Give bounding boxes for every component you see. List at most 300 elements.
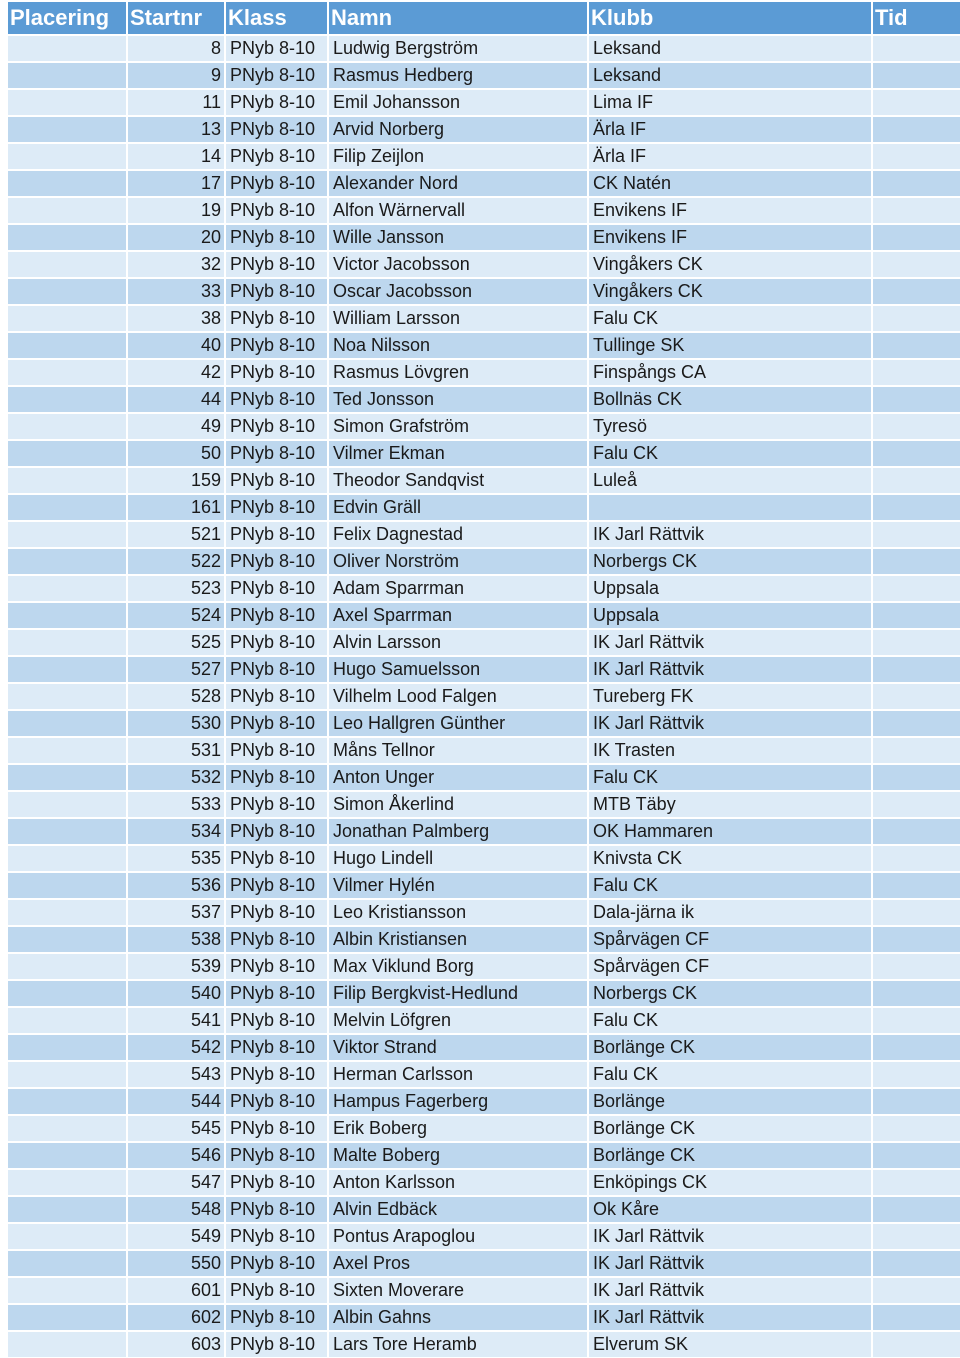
klubb-cell[interactable]: Borlänge CK: [589, 1033, 873, 1060]
placering-cell[interactable]: [8, 466, 128, 493]
placering-cell[interactable]: [8, 1222, 128, 1249]
placering-cell[interactable]: [8, 1303, 128, 1330]
namn-cell[interactable]: Axel Pros: [329, 1249, 589, 1276]
startnr-cell[interactable]: 19: [128, 196, 226, 223]
klass-cell[interactable]: PNyb 8-10: [226, 1060, 329, 1087]
tid-cell[interactable]: [873, 1276, 960, 1303]
startnr-cell[interactable]: 40: [128, 331, 226, 358]
namn-cell[interactable]: Erik Boberg: [329, 1114, 589, 1141]
startnr-cell[interactable]: 541: [128, 1006, 226, 1033]
column-header-klass[interactable]: Klass: [226, 2, 329, 34]
klass-cell[interactable]: PNyb 8-10: [226, 601, 329, 628]
klass-cell[interactable]: PNyb 8-10: [226, 1276, 329, 1303]
klubb-cell[interactable]: Finspångs CA: [589, 358, 873, 385]
klubb-cell[interactable]: OK Hammaren: [589, 817, 873, 844]
namn-cell[interactable]: Axel Sparrman: [329, 601, 589, 628]
placering-cell[interactable]: [8, 34, 128, 61]
klubb-cell[interactable]: Ärla IF: [589, 115, 873, 142]
placering-cell[interactable]: [8, 628, 128, 655]
tid-cell[interactable]: [873, 601, 960, 628]
klubb-cell[interactable]: CK Natén: [589, 169, 873, 196]
klubb-cell[interactable]: IK Jarl Rättvik: [589, 1276, 873, 1303]
tid-cell[interactable]: [873, 952, 960, 979]
startnr-cell[interactable]: 533: [128, 790, 226, 817]
klubb-cell[interactable]: Vingåkers CK: [589, 277, 873, 304]
klubb-cell[interactable]: Falu CK: [589, 304, 873, 331]
tid-cell[interactable]: [873, 466, 960, 493]
startnr-cell[interactable]: 539: [128, 952, 226, 979]
klass-cell[interactable]: PNyb 8-10: [226, 466, 329, 493]
klubb-cell[interactable]: IK Jarl Rättvik: [589, 1222, 873, 1249]
startnr-cell[interactable]: 525: [128, 628, 226, 655]
klass-cell[interactable]: PNyb 8-10: [226, 1249, 329, 1276]
tid-cell[interactable]: [873, 304, 960, 331]
namn-cell[interactable]: Wille Jansson: [329, 223, 589, 250]
startnr-cell[interactable]: 544: [128, 1087, 226, 1114]
startnr-cell[interactable]: 159: [128, 466, 226, 493]
tid-cell[interactable]: [873, 250, 960, 277]
placering-cell[interactable]: [8, 1195, 128, 1222]
tid-cell[interactable]: [873, 1087, 960, 1114]
tid-cell[interactable]: [873, 871, 960, 898]
klubb-cell[interactable]: Spårvägen CF: [589, 952, 873, 979]
tid-cell[interactable]: [873, 682, 960, 709]
tid-cell[interactable]: [873, 898, 960, 925]
tid-cell[interactable]: [873, 1168, 960, 1195]
klass-cell[interactable]: PNyb 8-10: [226, 817, 329, 844]
klubb-cell[interactable]: Tullinge SK: [589, 331, 873, 358]
namn-cell[interactable]: Leo Hallgren Günther: [329, 709, 589, 736]
startnr-cell[interactable]: 11: [128, 88, 226, 115]
tid-cell[interactable]: [873, 790, 960, 817]
startnr-cell[interactable]: 521: [128, 520, 226, 547]
placering-cell[interactable]: [8, 196, 128, 223]
klubb-cell[interactable]: IK Jarl Rättvik: [589, 628, 873, 655]
klass-cell[interactable]: PNyb 8-10: [226, 547, 329, 574]
startnr-cell[interactable]: 530: [128, 709, 226, 736]
namn-cell[interactable]: Sixten Moverare: [329, 1276, 589, 1303]
placering-cell[interactable]: [8, 250, 128, 277]
tid-cell[interactable]: [873, 1141, 960, 1168]
klass-cell[interactable]: PNyb 8-10: [226, 61, 329, 88]
klubb-cell[interactable]: IK Trasten: [589, 736, 873, 763]
tid-cell[interactable]: [873, 358, 960, 385]
klubb-cell[interactable]: IK Jarl Rättvik: [589, 520, 873, 547]
namn-cell[interactable]: Melvin Löfgren: [329, 1006, 589, 1033]
placering-cell[interactable]: [8, 655, 128, 682]
startnr-cell[interactable]: 8: [128, 34, 226, 61]
startnr-cell[interactable]: 9: [128, 61, 226, 88]
namn-cell[interactable]: Leo Kristiansson: [329, 898, 589, 925]
startnr-cell[interactable]: 549: [128, 1222, 226, 1249]
klubb-cell[interactable]: Ok Kåre: [589, 1195, 873, 1222]
placering-cell[interactable]: [8, 790, 128, 817]
placering-cell[interactable]: [8, 763, 128, 790]
klass-cell[interactable]: PNyb 8-10: [226, 493, 329, 520]
startnr-cell[interactable]: 50: [128, 439, 226, 466]
klass-cell[interactable]: PNyb 8-10: [226, 223, 329, 250]
klass-cell[interactable]: PNyb 8-10: [226, 304, 329, 331]
tid-cell[interactable]: [873, 196, 960, 223]
placering-cell[interactable]: [8, 331, 128, 358]
klubb-cell[interactable]: Leksand: [589, 61, 873, 88]
klubb-cell[interactable]: Norbergs CK: [589, 547, 873, 574]
klass-cell[interactable]: PNyb 8-10: [226, 1303, 329, 1330]
namn-cell[interactable]: Alvin Larsson: [329, 628, 589, 655]
placering-cell[interactable]: [8, 61, 128, 88]
klubb-cell[interactable]: Borlänge: [589, 1087, 873, 1114]
tid-cell[interactable]: [873, 61, 960, 88]
klubb-cell[interactable]: [589, 493, 873, 520]
placering-cell[interactable]: [8, 1033, 128, 1060]
startnr-cell[interactable]: 601: [128, 1276, 226, 1303]
namn-cell[interactable]: Malte Boberg: [329, 1141, 589, 1168]
namn-cell[interactable]: Albin Gahns: [329, 1303, 589, 1330]
klass-cell[interactable]: PNyb 8-10: [226, 709, 329, 736]
namn-cell[interactable]: Filip Bergkvist-Hedlund: [329, 979, 589, 1006]
startnr-cell[interactable]: 17: [128, 169, 226, 196]
tid-cell[interactable]: [873, 277, 960, 304]
namn-cell[interactable]: Oscar Jacobsson: [329, 277, 589, 304]
klubb-cell[interactable]: IK Jarl Rättvik: [589, 1249, 873, 1276]
tid-cell[interactable]: [873, 1195, 960, 1222]
klass-cell[interactable]: PNyb 8-10: [226, 1168, 329, 1195]
placering-cell[interactable]: [8, 898, 128, 925]
tid-cell[interactable]: [873, 547, 960, 574]
column-header-tid[interactable]: Tid: [873, 2, 960, 34]
namn-cell[interactable]: Ludwig Bergström: [329, 34, 589, 61]
namn-cell[interactable]: Viktor Strand: [329, 1033, 589, 1060]
klass-cell[interactable]: PNyb 8-10: [226, 736, 329, 763]
namn-cell[interactable]: Lars Tore Heramb: [329, 1330, 589, 1357]
namn-cell[interactable]: Herman Carlsson: [329, 1060, 589, 1087]
klubb-cell[interactable]: Norbergs CK: [589, 979, 873, 1006]
klubb-cell[interactable]: Ärla IF: [589, 142, 873, 169]
klass-cell[interactable]: PNyb 8-10: [226, 871, 329, 898]
klass-cell[interactable]: PNyb 8-10: [226, 1141, 329, 1168]
tid-cell[interactable]: [873, 169, 960, 196]
klubb-cell[interactable]: Luleå: [589, 466, 873, 493]
namn-cell[interactable]: Hugo Lindell: [329, 844, 589, 871]
namn-cell[interactable]: Anton Karlsson: [329, 1168, 589, 1195]
tid-cell[interactable]: [873, 1303, 960, 1330]
tid-cell[interactable]: [873, 520, 960, 547]
klubb-cell[interactable]: Falu CK: [589, 1006, 873, 1033]
klass-cell[interactable]: PNyb 8-10: [226, 655, 329, 682]
klubb-cell[interactable]: Enköpings CK: [589, 1168, 873, 1195]
klass-cell[interactable]: PNyb 8-10: [226, 1330, 329, 1357]
startnr-cell[interactable]: 534: [128, 817, 226, 844]
startnr-cell[interactable]: 49: [128, 412, 226, 439]
startnr-cell[interactable]: 550: [128, 1249, 226, 1276]
namn-cell[interactable]: Filip Zeijlon: [329, 142, 589, 169]
startnr-cell[interactable]: 524: [128, 601, 226, 628]
namn-cell[interactable]: Vilmer Ekman: [329, 439, 589, 466]
tid-cell[interactable]: [873, 1330, 960, 1357]
placering-cell[interactable]: [8, 115, 128, 142]
tid-cell[interactable]: [873, 142, 960, 169]
namn-cell[interactable]: Vilhelm Lood Falgen: [329, 682, 589, 709]
klass-cell[interactable]: PNyb 8-10: [226, 1087, 329, 1114]
column-header-placering[interactable]: Placering: [8, 2, 128, 34]
startnr-cell[interactable]: 538: [128, 925, 226, 952]
klass-cell[interactable]: PNyb 8-10: [226, 682, 329, 709]
placering-cell[interactable]: [8, 871, 128, 898]
namn-cell[interactable]: Simon Åkerlind: [329, 790, 589, 817]
klass-cell[interactable]: PNyb 8-10: [226, 439, 329, 466]
klubb-cell[interactable]: Falu CK: [589, 871, 873, 898]
placering-cell[interactable]: [8, 358, 128, 385]
startnr-cell[interactable]: 13: [128, 115, 226, 142]
namn-cell[interactable]: Jonathan Palmberg: [329, 817, 589, 844]
placering-cell[interactable]: [8, 736, 128, 763]
klubb-cell[interactable]: MTB Täby: [589, 790, 873, 817]
klass-cell[interactable]: PNyb 8-10: [226, 1222, 329, 1249]
placering-cell[interactable]: [8, 547, 128, 574]
startnr-cell[interactable]: 522: [128, 547, 226, 574]
klubb-cell[interactable]: Falu CK: [589, 1060, 873, 1087]
namn-cell[interactable]: Edvin Gräll: [329, 493, 589, 520]
startnr-cell[interactable]: 14: [128, 142, 226, 169]
klass-cell[interactable]: PNyb 8-10: [226, 952, 329, 979]
klass-cell[interactable]: PNyb 8-10: [226, 115, 329, 142]
klass-cell[interactable]: PNyb 8-10: [226, 169, 329, 196]
namn-cell[interactable]: Adam Sparrman: [329, 574, 589, 601]
tid-cell[interactable]: [873, 385, 960, 412]
klubb-cell[interactable]: Knivsta CK: [589, 844, 873, 871]
namn-cell[interactable]: Hampus Fagerberg: [329, 1087, 589, 1114]
startnr-cell[interactable]: 523: [128, 574, 226, 601]
tid-cell[interactable]: [873, 763, 960, 790]
klass-cell[interactable]: PNyb 8-10: [226, 628, 329, 655]
klass-cell[interactable]: PNyb 8-10: [226, 925, 329, 952]
namn-cell[interactable]: Victor Jacobsson: [329, 250, 589, 277]
placering-cell[interactable]: [8, 493, 128, 520]
startnr-cell[interactable]: 545: [128, 1114, 226, 1141]
placering-cell[interactable]: [8, 1249, 128, 1276]
placering-cell[interactable]: [8, 304, 128, 331]
startnr-cell[interactable]: 540: [128, 979, 226, 1006]
klass-cell[interactable]: PNyb 8-10: [226, 574, 329, 601]
tid-cell[interactable]: [873, 88, 960, 115]
placering-cell[interactable]: [8, 88, 128, 115]
namn-cell[interactable]: Anton Unger: [329, 763, 589, 790]
column-header-klubb[interactable]: Klubb: [589, 2, 873, 34]
tid-cell[interactable]: [873, 1006, 960, 1033]
klubb-cell[interactable]: Dala-järna ik: [589, 898, 873, 925]
klass-cell[interactable]: PNyb 8-10: [226, 844, 329, 871]
placering-cell[interactable]: [8, 439, 128, 466]
startnr-cell[interactable]: 531: [128, 736, 226, 763]
placering-cell[interactable]: [8, 277, 128, 304]
placering-cell[interactable]: [8, 1087, 128, 1114]
placering-cell[interactable]: [8, 682, 128, 709]
tid-cell[interactable]: [873, 817, 960, 844]
namn-cell[interactable]: Albin Kristiansen: [329, 925, 589, 952]
tid-cell[interactable]: [873, 34, 960, 61]
klass-cell[interactable]: PNyb 8-10: [226, 385, 329, 412]
tid-cell[interactable]: [873, 925, 960, 952]
tid-cell[interactable]: [873, 115, 960, 142]
placering-cell[interactable]: [8, 979, 128, 1006]
tid-cell[interactable]: [873, 223, 960, 250]
klubb-cell[interactable]: Borlänge CK: [589, 1114, 873, 1141]
klass-cell[interactable]: PNyb 8-10: [226, 331, 329, 358]
klass-cell[interactable]: PNyb 8-10: [226, 34, 329, 61]
klass-cell[interactable]: PNyb 8-10: [226, 1114, 329, 1141]
startnr-cell[interactable]: 528: [128, 682, 226, 709]
klubb-cell[interactable]: Elverum SK: [589, 1330, 873, 1357]
startnr-cell[interactable]: 33: [128, 277, 226, 304]
startnr-cell[interactable]: 532: [128, 763, 226, 790]
startnr-cell[interactable]: 535: [128, 844, 226, 871]
klass-cell[interactable]: PNyb 8-10: [226, 898, 329, 925]
placering-cell[interactable]: [8, 1006, 128, 1033]
namn-cell[interactable]: Oliver Norström: [329, 547, 589, 574]
namn-cell[interactable]: Rasmus Hedberg: [329, 61, 589, 88]
namn-cell[interactable]: Ted Jonsson: [329, 385, 589, 412]
klubb-cell[interactable]: IK Jarl Rättvik: [589, 1303, 873, 1330]
klass-cell[interactable]: PNyb 8-10: [226, 142, 329, 169]
klubb-cell[interactable]: Borlänge CK: [589, 1141, 873, 1168]
tid-cell[interactable]: [873, 709, 960, 736]
placering-cell[interactable]: [8, 1114, 128, 1141]
namn-cell[interactable]: Felix Dagnestad: [329, 520, 589, 547]
namn-cell[interactable]: Max Viklund Borg: [329, 952, 589, 979]
klubb-cell[interactable]: Vingåkers CK: [589, 250, 873, 277]
klass-cell[interactable]: PNyb 8-10: [226, 1006, 329, 1033]
tid-cell[interactable]: [873, 1114, 960, 1141]
klubb-cell[interactable]: IK Jarl Rättvik: [589, 655, 873, 682]
placering-cell[interactable]: [8, 574, 128, 601]
klass-cell[interactable]: PNyb 8-10: [226, 1033, 329, 1060]
klass-cell[interactable]: PNyb 8-10: [226, 196, 329, 223]
tid-cell[interactable]: [873, 1222, 960, 1249]
placering-cell[interactable]: [8, 223, 128, 250]
placering-cell[interactable]: [8, 142, 128, 169]
namn-cell[interactable]: Hugo Samuelsson: [329, 655, 589, 682]
tid-cell[interactable]: [873, 493, 960, 520]
tid-cell[interactable]: [873, 655, 960, 682]
placering-cell[interactable]: [8, 952, 128, 979]
placering-cell[interactable]: [8, 1060, 128, 1087]
placering-cell[interactable]: [8, 412, 128, 439]
placering-cell[interactable]: [8, 709, 128, 736]
klass-cell[interactable]: PNyb 8-10: [226, 1195, 329, 1222]
klubb-cell[interactable]: IK Jarl Rättvik: [589, 709, 873, 736]
tid-cell[interactable]: [873, 979, 960, 1006]
namn-cell[interactable]: Rasmus Lövgren: [329, 358, 589, 385]
placering-cell[interactable]: [8, 1330, 128, 1357]
namn-cell[interactable]: Alfon Wärnervall: [329, 196, 589, 223]
klubb-cell[interactable]: Falu CK: [589, 439, 873, 466]
tid-cell[interactable]: [873, 412, 960, 439]
startnr-cell[interactable]: 527: [128, 655, 226, 682]
tid-cell[interactable]: [873, 1033, 960, 1060]
tid-cell[interactable]: [873, 331, 960, 358]
klubb-cell[interactable]: Falu CK: [589, 763, 873, 790]
startnr-cell[interactable]: 537: [128, 898, 226, 925]
namn-cell[interactable]: Emil Johansson: [329, 88, 589, 115]
klubb-cell[interactable]: Spårvägen CF: [589, 925, 873, 952]
klubb-cell[interactable]: Uppsala: [589, 601, 873, 628]
startnr-cell[interactable]: 536: [128, 871, 226, 898]
klass-cell[interactable]: PNyb 8-10: [226, 250, 329, 277]
klubb-cell[interactable]: Leksand: [589, 34, 873, 61]
klass-cell[interactable]: PNyb 8-10: [226, 520, 329, 547]
klubb-cell[interactable]: Envikens IF: [589, 223, 873, 250]
namn-cell[interactable]: Simon Grafström: [329, 412, 589, 439]
column-header-startnr[interactable]: Startnr: [128, 2, 226, 34]
klubb-cell[interactable]: Uppsala: [589, 574, 873, 601]
namn-cell[interactable]: Alexander Nord: [329, 169, 589, 196]
placering-cell[interactable]: [8, 844, 128, 871]
placering-cell[interactable]: [8, 1141, 128, 1168]
placering-cell[interactable]: [8, 925, 128, 952]
klass-cell[interactable]: PNyb 8-10: [226, 979, 329, 1006]
tid-cell[interactable]: [873, 439, 960, 466]
startnr-cell[interactable]: 603: [128, 1330, 226, 1357]
startnr-cell[interactable]: 543: [128, 1060, 226, 1087]
namn-cell[interactable]: Vilmer Hylén: [329, 871, 589, 898]
placering-cell[interactable]: [8, 385, 128, 412]
namn-cell[interactable]: Alvin Edbäck: [329, 1195, 589, 1222]
startnr-cell[interactable]: 548: [128, 1195, 226, 1222]
placering-cell[interactable]: [8, 817, 128, 844]
klass-cell[interactable]: PNyb 8-10: [226, 763, 329, 790]
klubb-cell[interactable]: Envikens IF: [589, 196, 873, 223]
klass-cell[interactable]: PNyb 8-10: [226, 412, 329, 439]
startnr-cell[interactable]: 42: [128, 358, 226, 385]
namn-cell[interactable]: Arvid Norberg: [329, 115, 589, 142]
placering-cell[interactable]: [8, 1276, 128, 1303]
startnr-cell[interactable]: 542: [128, 1033, 226, 1060]
placering-cell[interactable]: [8, 169, 128, 196]
klass-cell[interactable]: PNyb 8-10: [226, 358, 329, 385]
tid-cell[interactable]: [873, 574, 960, 601]
startnr-cell[interactable]: 38: [128, 304, 226, 331]
tid-cell[interactable]: [873, 628, 960, 655]
namn-cell[interactable]: Måns Tellnor: [329, 736, 589, 763]
placering-cell[interactable]: [8, 520, 128, 547]
namn-cell[interactable]: Theodor Sandqvist: [329, 466, 589, 493]
startnr-cell[interactable]: 602: [128, 1303, 226, 1330]
placering-cell[interactable]: [8, 1168, 128, 1195]
tid-cell[interactable]: [873, 1249, 960, 1276]
klubb-cell[interactable]: Tureberg FK: [589, 682, 873, 709]
startnr-cell[interactable]: 44: [128, 385, 226, 412]
namn-cell[interactable]: William Larsson: [329, 304, 589, 331]
tid-cell[interactable]: [873, 1060, 960, 1087]
klass-cell[interactable]: PNyb 8-10: [226, 790, 329, 817]
tid-cell[interactable]: [873, 736, 960, 763]
namn-cell[interactable]: Pontus Arapoglou: [329, 1222, 589, 1249]
column-header-namn[interactable]: Namn: [329, 2, 589, 34]
startnr-cell[interactable]: 546: [128, 1141, 226, 1168]
klubb-cell[interactable]: Tyresö: [589, 412, 873, 439]
klass-cell[interactable]: PNyb 8-10: [226, 277, 329, 304]
namn-cell[interactable]: Noa Nilsson: [329, 331, 589, 358]
startnr-cell[interactable]: 547: [128, 1168, 226, 1195]
klass-cell[interactable]: PNyb 8-10: [226, 88, 329, 115]
tid-cell[interactable]: [873, 844, 960, 871]
startnr-cell[interactable]: 32: [128, 250, 226, 277]
startnr-cell[interactable]: 20: [128, 223, 226, 250]
klubb-cell[interactable]: Bollnäs CK: [589, 385, 873, 412]
startnr-cell[interactable]: 161: [128, 493, 226, 520]
placering-cell[interactable]: [8, 601, 128, 628]
klubb-cell[interactable]: Lima IF: [589, 88, 873, 115]
